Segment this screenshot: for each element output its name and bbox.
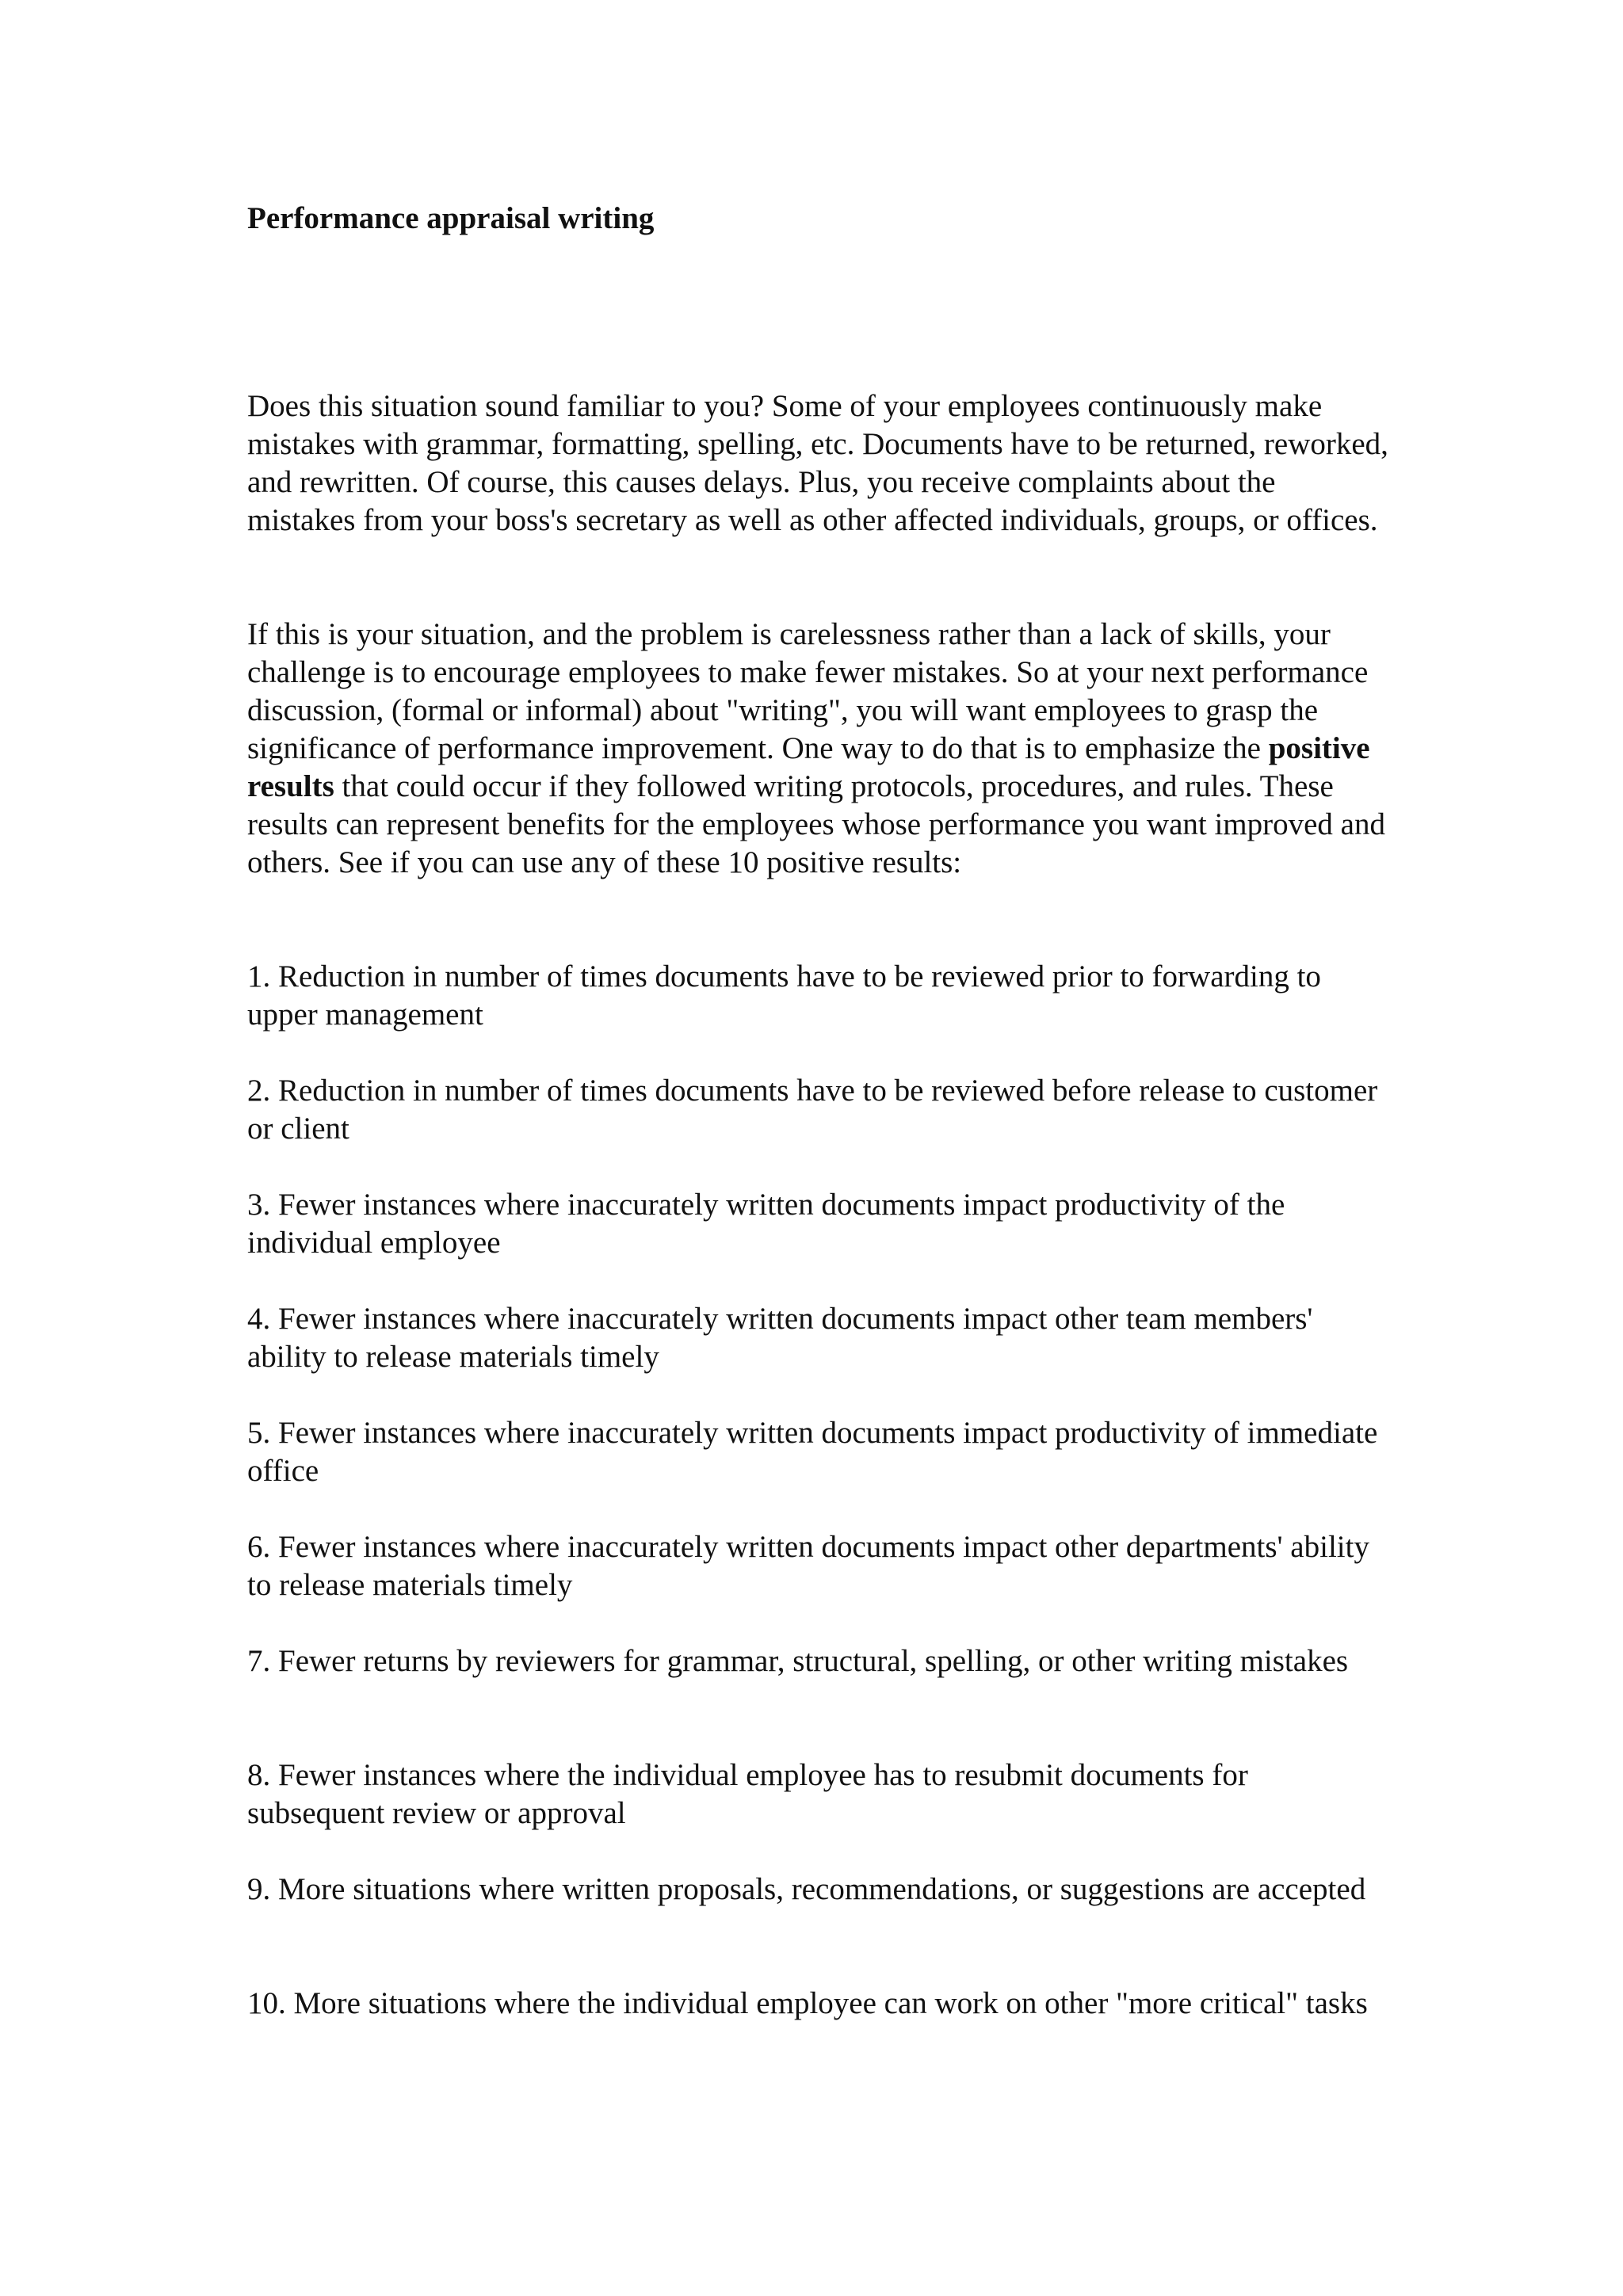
list-item: 8. Fewer instances where the individual employee has to resubmit documents for subsequent review or approval xyxy=(247,1758,1248,1830)
intro-paragraph: Does this situation sound familiar to you? Some of your employees continuously make mistakes with grammar, formatting, spelling, etc. Documents have to be returned, reworked, and rewritten. Of course, this causes delays. Plus, you receive complaints about the mistakes from your boss's secretary as well as other affected individuals, groups, or offices. xyxy=(247,389,1388,537)
challenge-paragraph xyxy=(247,616,1388,882)
list-item: 10. More situations where the individual employee can work on other "more critical" tasks xyxy=(247,1986,1368,2020)
list-item: 6. Fewer instances where inaccurately written documents impact other departments' ability to release materials timely xyxy=(247,1530,1369,1602)
list-item: 5. Fewer instances where inaccurately written documents impact productivity of immediate office xyxy=(247,1416,1378,1488)
positive-results-emphasis: positive results xyxy=(247,731,1370,803)
list-item: 1. Reduction in number of times documents have to be reviewed prior to forwarding to upper management xyxy=(247,959,1321,1032)
challenge-paragraph-text-after: that could occur if they followed writing protocols, procedures, and rules. These results can represent benefits for the employees whose performance you want improved and others. See if you can use any of these 10 positive results: xyxy=(247,769,1385,879)
challenge-paragraph-text-before: If this is your situation, and the problem is carelessness rather than a lack of skills, your challenge is to encourage employees to make fewer mistakes. So at your next performance discussion, (formal or informal) about "writing", you will want employees to grasp the significance of performance improvement. One way to do that is to emphasize the xyxy=(247,617,1369,765)
list-item: 4. Fewer instances where inaccurately written documents impact other team members' ability to release materials timely xyxy=(247,1302,1313,1374)
list-item: 9. More situations where written proposals, recommendations, or suggestions are accepted xyxy=(247,1872,1366,1906)
document-title: Performance appraisal writing xyxy=(247,201,655,235)
list-item: 7. Fewer returns by reviewers for grammar, structural, spelling, or other writing mistakes xyxy=(247,1644,1349,1678)
list-item: 3. Fewer instances where inaccurately written documents impact productivity of the individual employee xyxy=(247,1188,1285,1260)
list-item: 2. Reduction in number of times documents have to be reviewed before release to customer or client xyxy=(247,1074,1378,1146)
